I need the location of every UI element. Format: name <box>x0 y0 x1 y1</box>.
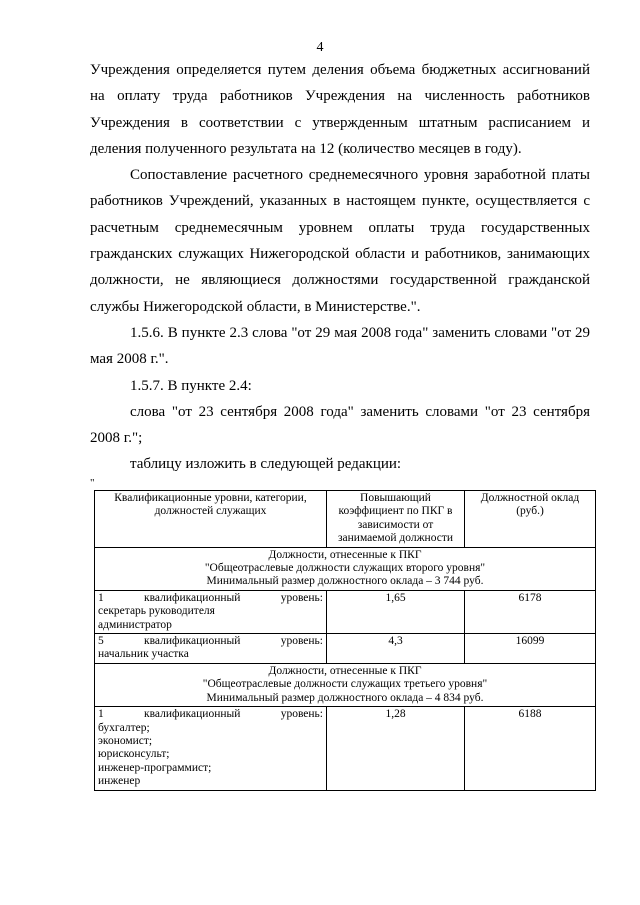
header-salary: Должностной оклад (руб.) <box>465 491 596 548</box>
level-number: 1 <box>98 708 104 721</box>
position-name: экономист; <box>98 734 153 747</box>
level-word: квалификационный <box>144 591 241 604</box>
group-line: Должности, отнесенные к ПКГ <box>268 664 422 677</box>
level-suffix: уровень: <box>280 591 323 604</box>
position-name: инженер <box>98 775 141 788</box>
coefficient-cell: 4,3 <box>327 634 465 664</box>
salary-cell: 16099 <box>465 634 596 664</box>
level-number: 1 <box>98 591 104 604</box>
level-cell <box>95 634 327 664</box>
salary-cell: 6188 <box>465 707 596 790</box>
coefficient-cell: 1,65 <box>327 590 465 633</box>
position-name: начальник участка <box>98 648 189 661</box>
level-number: 5 <box>98 635 104 648</box>
paragraph-table-intro: таблицу изложить в следующей редакции: <box>130 456 402 473</box>
position-name: инженер-программист; <box>98 761 212 774</box>
table-group-row <box>95 547 596 590</box>
level-line <box>98 708 323 721</box>
group-heading-second-level <box>95 547 596 590</box>
paragraph-salary-comparison: Сопоставление расчетного среднемесячного уровня заработной платы работников Учреждений, указанных в настоящем пункте, осуществляется с расчетным среднемесячным уровнем оплаты труда государственных гражданских служащих Нижегородской области и работников, занимающих должности, не являющиеся должностями государственной гражданской службы Нижегородской области, в Министерстве.". <box>90 167 590 315</box>
document-body <box>90 57 590 478</box>
group-line: Должности, отнесенные к ПКГ <box>268 548 422 561</box>
group-heading-third-level <box>95 663 596 706</box>
paragraph-item-1-5-6: 1.5.6. В пункте 2.3 слова "от 29 мая 2008 года" заменить словами "от 29 мая 2008 г.". <box>90 324 590 368</box>
page-number: 4 <box>316 40 324 55</box>
header-qualification-levels: Квалификационные уровни, категории, должностей служащих <box>95 491 327 548</box>
table-row <box>95 590 596 633</box>
level-line <box>98 592 323 605</box>
level-suffix: уровень: <box>280 708 323 721</box>
table-row <box>95 707 596 790</box>
level-word: квалификационный <box>144 708 241 721</box>
group-line: Минимальный размер должностного оклада – 3 744 руб. <box>206 575 484 588</box>
table-group-row <box>95 663 596 706</box>
group-line: "Общеотраслевые должности служащих третьего уровня" <box>202 678 488 691</box>
group-line: Минимальный размер должностного оклада – 4 834 руб. <box>206 691 484 704</box>
quote-mark: " <box>90 477 95 489</box>
level-line <box>98 635 323 648</box>
paragraph-words-replacement: слова "от 23 сентября 2008 года" заменить словами "от 23 сентября 2008 г."; <box>90 403 590 447</box>
position-name: администратор <box>98 618 172 631</box>
position-name: бухгалтер; <box>98 721 150 734</box>
group-line: "Общеотраслевые должности служащих второго уровня" <box>204 562 486 575</box>
salary-table <box>94 490 596 791</box>
header-coefficient: Повышающий коэффициент по ПКГ в зависимости от занимаемой должности <box>327 491 465 548</box>
level-suffix: уровень: <box>280 635 323 648</box>
level-cell <box>95 590 327 633</box>
position-name: секретарь руководителя <box>98 605 215 618</box>
position-name: юрисконсульт; <box>98 748 170 761</box>
level-word: квалификационный <box>144 635 241 648</box>
table-header-row <box>95 491 596 548</box>
coefficient-cell: 1,28 <box>327 707 465 790</box>
paragraph-item-1-5-7: 1.5.7. В пункте 2.4: <box>130 377 252 394</box>
table-row <box>95 634 596 664</box>
salary-cell: 6178 <box>465 590 596 633</box>
level-cell <box>95 707 327 790</box>
paragraph-salary-calculation: Учреждения определяется путем деления объема бюджетных ассигнований на оплату труда работников Учреждения на численность работников Учреждения в соответствии с утвержденным штатным расписанием и деления полученного результата на 12 (количество месяцев в году). <box>90 62 590 157</box>
